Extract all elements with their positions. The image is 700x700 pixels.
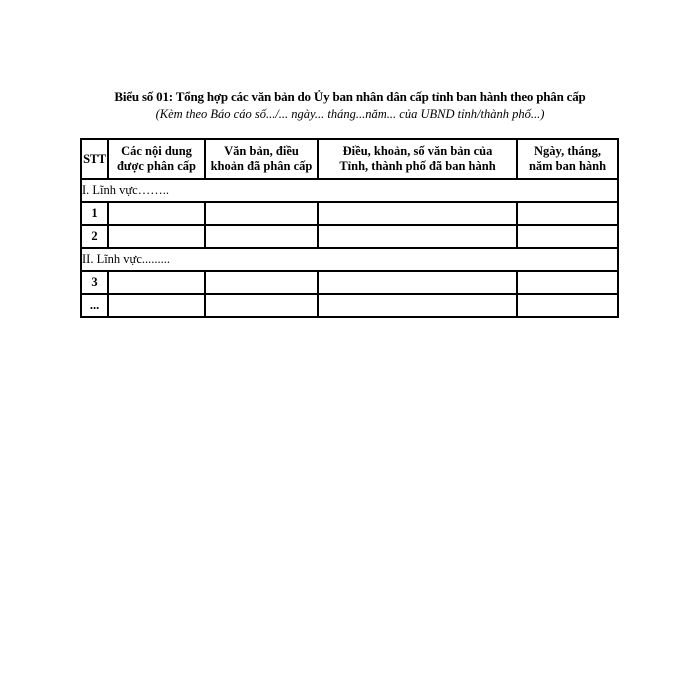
table-cell: [205, 202, 318, 225]
table-cell: [318, 271, 517, 294]
section-row: [81, 179, 618, 202]
section-label: I. Lĩnh vực……..: [81, 179, 618, 202]
table-cell: [108, 225, 205, 248]
table-cell: [205, 225, 318, 248]
table-cell: [318, 202, 517, 225]
table-row: [81, 225, 618, 248]
header-content: Các nội dung được phân cấp: [108, 139, 205, 179]
table-cell: [517, 271, 618, 294]
table-cell: [205, 271, 318, 294]
row-number: 2: [81, 225, 108, 248]
header-stt: STT: [81, 139, 108, 179]
row-number: ...: [81, 294, 108, 317]
table-cell: [108, 271, 205, 294]
table-cell: [108, 294, 205, 317]
section-label: II. Lĩnh vực.........: [81, 248, 618, 271]
document-title: Biểu số 01: Tổng hợp các văn bản do Ủy ban nhân dân cấp tỉnh ban hành theo phân cấp: [114, 89, 586, 104]
table-cell: [517, 202, 618, 225]
table-row: [81, 294, 618, 317]
row-number: 1: [81, 202, 108, 225]
table-row: [81, 271, 618, 294]
table-header-row: [81, 139, 618, 179]
document-subtitle: (Kèm theo Báo cáo số.../... ngày... tháng...năm... của UBND tỉnh/thành phố...): [155, 107, 545, 121]
header-issue-date: Ngày, tháng, năm ban hành: [517, 139, 618, 179]
table-cell: [205, 294, 318, 317]
table-cell: [318, 294, 517, 317]
table-cell: [517, 294, 618, 317]
table-cell: [318, 225, 517, 248]
header-document-clause: Văn bản, điều khoản đã phân cấp: [205, 139, 318, 179]
table-cell: [517, 225, 618, 248]
header-issued-document: Điều, khoản, số văn bản của Tỉnh, thành phố đã ban hành: [318, 139, 517, 179]
summary-table: [80, 138, 619, 318]
row-number: 3: [81, 271, 108, 294]
table-row: [81, 202, 618, 225]
section-row: [81, 248, 618, 271]
table-cell: [108, 202, 205, 225]
